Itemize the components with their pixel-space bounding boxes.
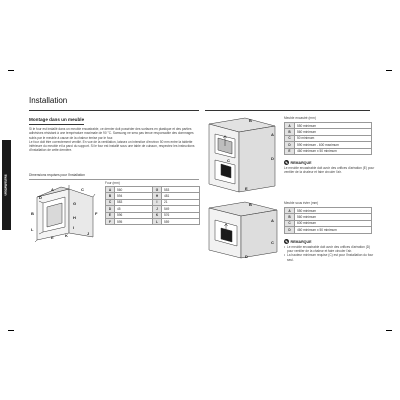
cabinet-label-d: D	[39, 195, 42, 200]
page-title: Installation	[29, 96, 68, 105]
list-item: • Le meuble encastrable doit avoir des orifices d'aération (D) pour ventiler de la chaleur et faire circuler l'air.	[284, 245, 376, 253]
flush-dimensions-table	[284, 207, 372, 234]
cabinet-label-e: E	[51, 235, 54, 240]
flush-cabinet-illustration	[205, 200, 281, 262]
inset-title: Meuble encastré (mm)	[284, 116, 316, 120]
cabinet-oven-illustration	[29, 183, 103, 243]
flush-label-b: B	[249, 202, 252, 207]
side-tab	[2, 140, 11, 230]
table-key: H	[153, 193, 162, 199]
inset-cabinet-illustration	[205, 116, 281, 196]
flush-label-a: A	[271, 218, 274, 223]
cabinet-label-l: L	[31, 227, 34, 232]
list-item: • La hauteur minimum requise (C) est pour l'installation du four seul.	[284, 253, 376, 261]
inset-label-e: E	[245, 186, 248, 191]
flush-label-c: C	[271, 240, 274, 245]
note-icon: ✎	[285, 239, 288, 244]
table-value: 550 minimum	[294, 208, 371, 214]
cabinet-label-k: K	[65, 233, 68, 238]
table-key: A	[285, 123, 295, 129]
cabinet-label-h: H	[73, 215, 76, 220]
table-value: 21	[162, 199, 200, 205]
table-key: D	[285, 227, 295, 233]
flush-title: Meuble sous évier (mm)	[284, 201, 319, 205]
table-row	[285, 148, 372, 154]
cabinet-label-g: G	[73, 201, 77, 206]
table-key: D	[106, 206, 115, 212]
crop-mark-bottom-right	[386, 330, 392, 336]
section-heading: Montage dans un meuble	[29, 117, 85, 122]
figure-rule	[29, 179, 199, 180]
table-key: A	[106, 187, 115, 193]
table-key: B	[285, 129, 295, 135]
cabinet-label-b: B	[31, 211, 34, 216]
table-key: C	[106, 199, 115, 205]
body-paragraph: Si le four est installé dans un meuble encastrable, ce dernier doit posséder des surfaces en plastique et des parties adhésives résistant à une température maximale de 90 °C. Samsung ne sera pas tenue responsable des dommages subis par le meuble à cause de la chaleur émise par le four.	[29, 127, 194, 140]
table-key: E	[106, 212, 115, 218]
table-value: 560	[115, 187, 153, 193]
table-key: G	[153, 187, 162, 193]
cabinet-dimensions-table	[105, 186, 200, 225]
cabinet-label-c: C	[81, 187, 84, 192]
table-value: 595	[115, 218, 153, 224]
cabinet-unit-label: Four (mm)	[105, 181, 120, 185]
cabinet-label-f: F	[95, 211, 98, 216]
crop-mark-bottom-left	[8, 330, 14, 336]
table-key: F	[106, 218, 115, 224]
table-value: 560 minimum	[294, 129, 371, 135]
table-value: 481	[162, 193, 200, 199]
table-key: E	[285, 148, 295, 154]
remark-text: Le meuble encastrable doit avoir des orifices d'aération (E) pour ventiler de la chaleur et faire circuler l'air.	[284, 166, 375, 175]
table-value: 559	[162, 218, 200, 224]
cabinet-label-j: J	[87, 231, 90, 236]
remark-title: REMARQUE	[290, 160, 312, 165]
body-text	[29, 127, 201, 153]
table-key: B	[285, 214, 295, 220]
table-key: B	[106, 193, 115, 199]
inset-dimensions-table	[284, 122, 372, 155]
table-value: 583	[115, 199, 153, 205]
table-key: C	[285, 135, 295, 141]
note-icon: ✎	[285, 160, 288, 165]
table-key: L	[153, 218, 162, 224]
inset-remark	[284, 160, 376, 174]
remark-heading	[284, 160, 376, 165]
table-value: 45	[115, 206, 153, 212]
table-value: 550 minimum	[294, 123, 371, 129]
table-row	[285, 227, 372, 233]
inset-label-b: B	[249, 118, 252, 123]
inset-label-a: A	[271, 132, 274, 137]
table-value: 460 minimum x 50 minimum	[294, 227, 371, 233]
cabinet-label-a: A	[51, 187, 54, 192]
table-value: 594	[115, 193, 153, 199]
table-key: D	[285, 142, 295, 148]
flush-remark	[284, 239, 376, 262]
table-key: C	[285, 220, 295, 226]
table-row	[106, 218, 200, 224]
table-value: 576	[162, 212, 200, 218]
side-tab-label: Installation	[3, 174, 9, 196]
crop-mark-top-right	[386, 70, 392, 76]
figure-title: Dimensions requises pour l'installation	[29, 173, 85, 177]
table-value: 590 minimum - 600 maximum	[294, 142, 371, 148]
table-value: 560 minimum	[294, 214, 371, 220]
inset-label-c: C	[227, 158, 230, 163]
title-rule-right	[205, 110, 370, 111]
table-value: 50 minimum	[294, 135, 371, 141]
cabinet-label-i: I	[73, 225, 75, 230]
body-paragraph: Le four doit être correctement ventilé. En vue de la ventilation, laissez un interstice d'environ 50 mm entre la tablette inférieure du meuble et la paroi du support. Si le four est installé sous une table de cuisson, respectez les instructions d'installation de cette dernière.	[29, 139, 195, 153]
table-key: J	[153, 206, 162, 212]
table-value: 553	[162, 187, 200, 193]
title-rule-left	[29, 110, 199, 111]
table-key: A	[285, 208, 295, 214]
table-value: 549	[162, 206, 200, 212]
table-key: I	[153, 199, 162, 205]
remark-title: REMARQUE	[290, 239, 312, 244]
inset-label-d: D	[271, 156, 274, 161]
flush-label-d: D	[245, 254, 248, 259]
table-value: 600 minimum	[294, 220, 371, 226]
table-value: 596	[115, 212, 153, 218]
remark-heading	[284, 239, 376, 244]
section-rule	[29, 124, 84, 125]
table-value: 460 minimum x 50 minimum	[294, 148, 371, 154]
table-key: K	[153, 212, 162, 218]
crop-mark-top-left	[8, 70, 14, 76]
remark-list	[284, 245, 376, 262]
